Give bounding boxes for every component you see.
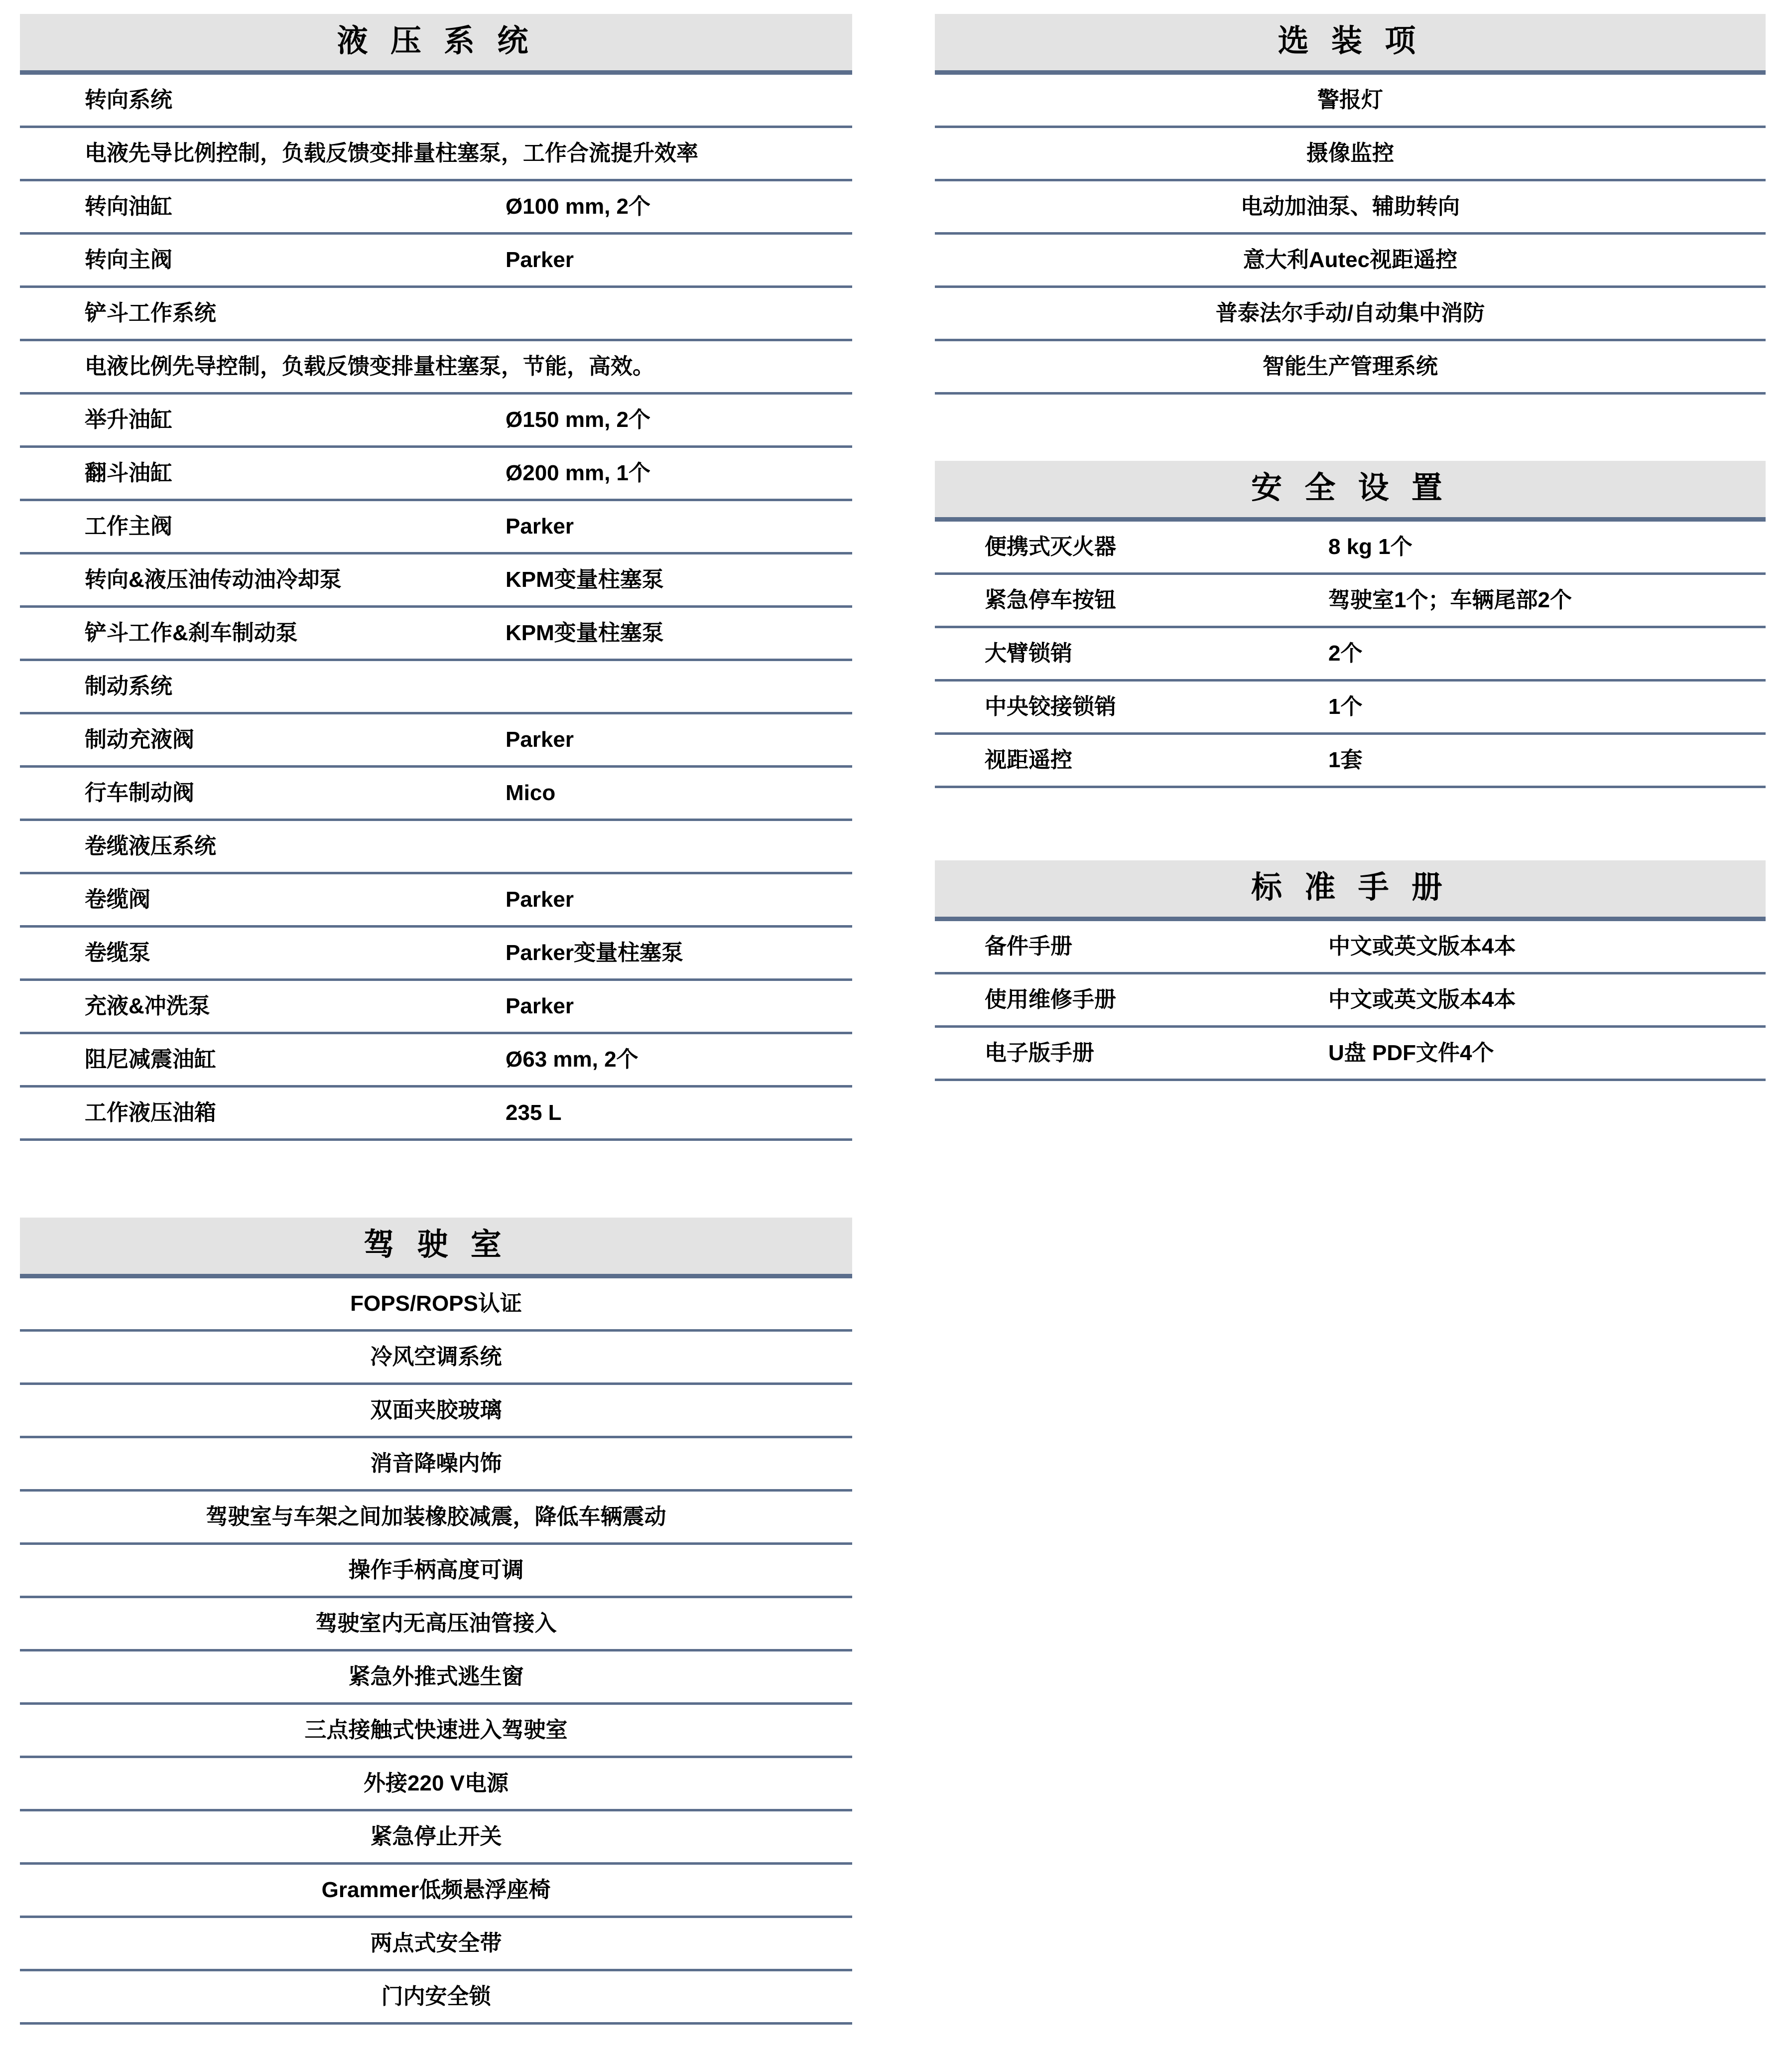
row-value: Parker [506, 247, 574, 272]
row-label: 警报灯 [1317, 87, 1383, 112]
table-row [20, 1598, 852, 1651]
table-row [935, 628, 1766, 682]
table-row [20, 1385, 852, 1438]
row-label: 转向&液压油传动油冷却泵 [85, 567, 342, 592]
table-row [20, 821, 852, 874]
row-label: Grammer低频悬浮座椅 [321, 1877, 551, 1902]
row-value: Parker [506, 887, 574, 912]
table-row [20, 1332, 852, 1385]
row-value: Parker [506, 993, 574, 1018]
row-label: 阻尼减震油缸 [85, 1047, 216, 1072]
table-row [935, 288, 1766, 341]
table-row [935, 575, 1766, 628]
row-value: Parker [506, 727, 574, 752]
table-row [935, 128, 1766, 181]
table-row [20, 1811, 852, 1865]
row-label: 门内安全锁 [381, 1984, 491, 2009]
table-row [935, 522, 1766, 575]
row-label: 举升油缸 [85, 407, 172, 432]
row-label: FOPS/ROPS认证 [350, 1291, 522, 1316]
table-row [20, 1088, 852, 1141]
row-label: 卷缆泵 [85, 940, 150, 965]
table-row [20, 181, 852, 235]
row-label: 智能生产管理系统 [1263, 354, 1438, 379]
row-value: 1个 [1328, 694, 1363, 719]
manuals-table-body [935, 921, 1766, 1081]
row-value: 中文或英文版本4本 [1328, 934, 1516, 959]
row-label: 视距遥控 [985, 747, 1072, 772]
table-row [935, 235, 1766, 288]
cab-table-body [20, 1278, 852, 2025]
table-row [935, 974, 1766, 1028]
table-row [935, 1028, 1766, 1081]
row-label: 铲斗工作系统 [85, 300, 216, 325]
table-row [20, 928, 852, 981]
row-value: 235 L [506, 1100, 562, 1125]
table-row [20, 1865, 852, 1918]
table-row [20, 608, 852, 661]
table-row [20, 1971, 852, 2025]
row-label: 消音降噪内饰 [370, 1451, 502, 1476]
row-label: 三点接触式快速进入驾驶室 [304, 1717, 568, 1742]
row-value: Parker变量柱塞泵 [506, 940, 684, 965]
row-label: 转向系统 [85, 87, 172, 112]
table-row [20, 1705, 852, 1758]
row-value: Ø100 mm, 2个 [506, 194, 651, 219]
row-label: 转向主阀 [85, 247, 172, 272]
hydraulic-system-table-body [20, 75, 852, 1141]
table-row [20, 235, 852, 288]
table-row [20, 554, 852, 608]
row-label: 翻斗油缸 [85, 460, 172, 485]
table-row [935, 181, 1766, 235]
row-label: 工作液压油箱 [85, 1100, 216, 1125]
table-row [935, 921, 1766, 974]
row-value: 中文或英文版本4本 [1328, 987, 1516, 1012]
table-row [20, 981, 852, 1034]
safety-table-body [935, 522, 1766, 788]
row-label: 驾驶室与车架之间加装橡胶减震，降低车辆震动 [206, 1504, 666, 1529]
row-label: 摄像监控 [1306, 140, 1394, 165]
row-value: 2个 [1328, 641, 1363, 666]
row-value: Ø200 mm, 1个 [506, 460, 651, 485]
row-label: 工作主阀 [85, 514, 172, 539]
row-label: 卷缆阀 [85, 887, 150, 912]
row-label: 外接220 V电源 [364, 1771, 509, 1795]
table-row [20, 1034, 852, 1088]
table-row [20, 1438, 852, 1492]
row-label: 备件手册 [985, 934, 1072, 959]
table-row [20, 448, 852, 501]
row-label: 制动系统 [85, 674, 172, 698]
row-label: 操作手柄高度可调 [348, 1557, 524, 1582]
table-row [935, 735, 1766, 788]
row-value: U盘 PDF文件4个 [1328, 1040, 1494, 1065]
row-label: 便携式灭火器 [985, 534, 1116, 559]
row-value: Parker [506, 514, 574, 539]
table-row [935, 341, 1766, 395]
row-label: 卷缆液压系统 [85, 833, 216, 858]
table-row [935, 682, 1766, 735]
row-label: 冷风空调系统 [370, 1344, 502, 1369]
row-label: 紧急外推式逃生窗 [348, 1664, 524, 1689]
row-label: 紧急停车按钮 [985, 587, 1116, 612]
table-row [20, 288, 852, 341]
row-label: 驾驶室内无高压油管接入 [315, 1611, 557, 1636]
table-row [20, 768, 852, 821]
table-row [20, 714, 852, 768]
row-value: Ø63 mm, 2个 [506, 1047, 639, 1072]
row-label: 电液先导比例控制，负载反馈变排量柱塞泵，工作合流提升效率 [85, 140, 698, 165]
row-label: 两点式安全带 [370, 1930, 502, 1955]
cab-table-title: 驾 驶 室 [20, 1218, 852, 1278]
row-label: 电子版手册 [985, 1040, 1094, 1065]
row-label: 转向油缸 [85, 194, 172, 219]
table-row [20, 395, 852, 448]
row-label: 意大利Autec视距遥控 [1243, 247, 1458, 272]
row-label: 电动加油泵、辅助转向 [1241, 194, 1460, 219]
row-label: 电液比例先导控制，负载反馈变排量柱塞泵，节能，高效。 [85, 354, 654, 379]
table-row [20, 1492, 852, 1545]
row-value: 1套 [1328, 747, 1363, 772]
row-label: 普泰法尔手动/自动集中消防 [1215, 300, 1485, 325]
cab-table [20, 1218, 852, 2025]
row-label: 中央铰接锁销 [985, 694, 1116, 719]
safety-table [935, 461, 1766, 788]
manuals-table [935, 860, 1766, 1081]
row-label: 行车制动阀 [85, 780, 194, 805]
row-value: 8 kg 1个 [1328, 534, 1412, 559]
table-row [20, 501, 852, 554]
row-value: Ø150 mm, 2个 [506, 407, 651, 432]
row-value: KPM变量柱塞泵 [506, 620, 664, 645]
row-label: 紧急停止开关 [370, 1824, 502, 1849]
options-table-body [935, 75, 1766, 395]
hydraulic-system-table-title: 液 压 系 统 [20, 14, 852, 75]
row-label: 制动充液阀 [85, 727, 194, 752]
table-row [20, 1918, 852, 1971]
options-table-title: 选 装 项 [935, 14, 1766, 75]
table-row [20, 661, 852, 714]
table-row [20, 1545, 852, 1598]
table-row [20, 128, 852, 181]
options-table [935, 14, 1766, 395]
row-value: KPM变量柱塞泵 [506, 567, 664, 592]
table-row [935, 75, 1766, 128]
row-label: 双面夹胶玻璃 [370, 1397, 502, 1422]
table-row [20, 75, 852, 128]
manuals-table-title: 标 准 手 册 [935, 860, 1766, 921]
row-label: 充液&冲洗泵 [85, 993, 210, 1018]
row-label: 大臂锁销 [985, 641, 1072, 666]
hydraulic-system-table [20, 14, 852, 1141]
table-row [20, 874, 852, 928]
table-row [20, 1758, 852, 1811]
row-label: 铲斗工作&刹车制动泵 [85, 620, 298, 645]
table-row [20, 341, 852, 395]
table-row [20, 1278, 852, 1332]
safety-table-title: 安 全 设 置 [935, 461, 1766, 522]
row-label: 使用维修手册 [985, 987, 1116, 1012]
row-value: Mico [506, 780, 556, 805]
table-row [20, 1651, 852, 1705]
row-value: 驾驶室1个；车辆尾部2个 [1328, 587, 1572, 612]
